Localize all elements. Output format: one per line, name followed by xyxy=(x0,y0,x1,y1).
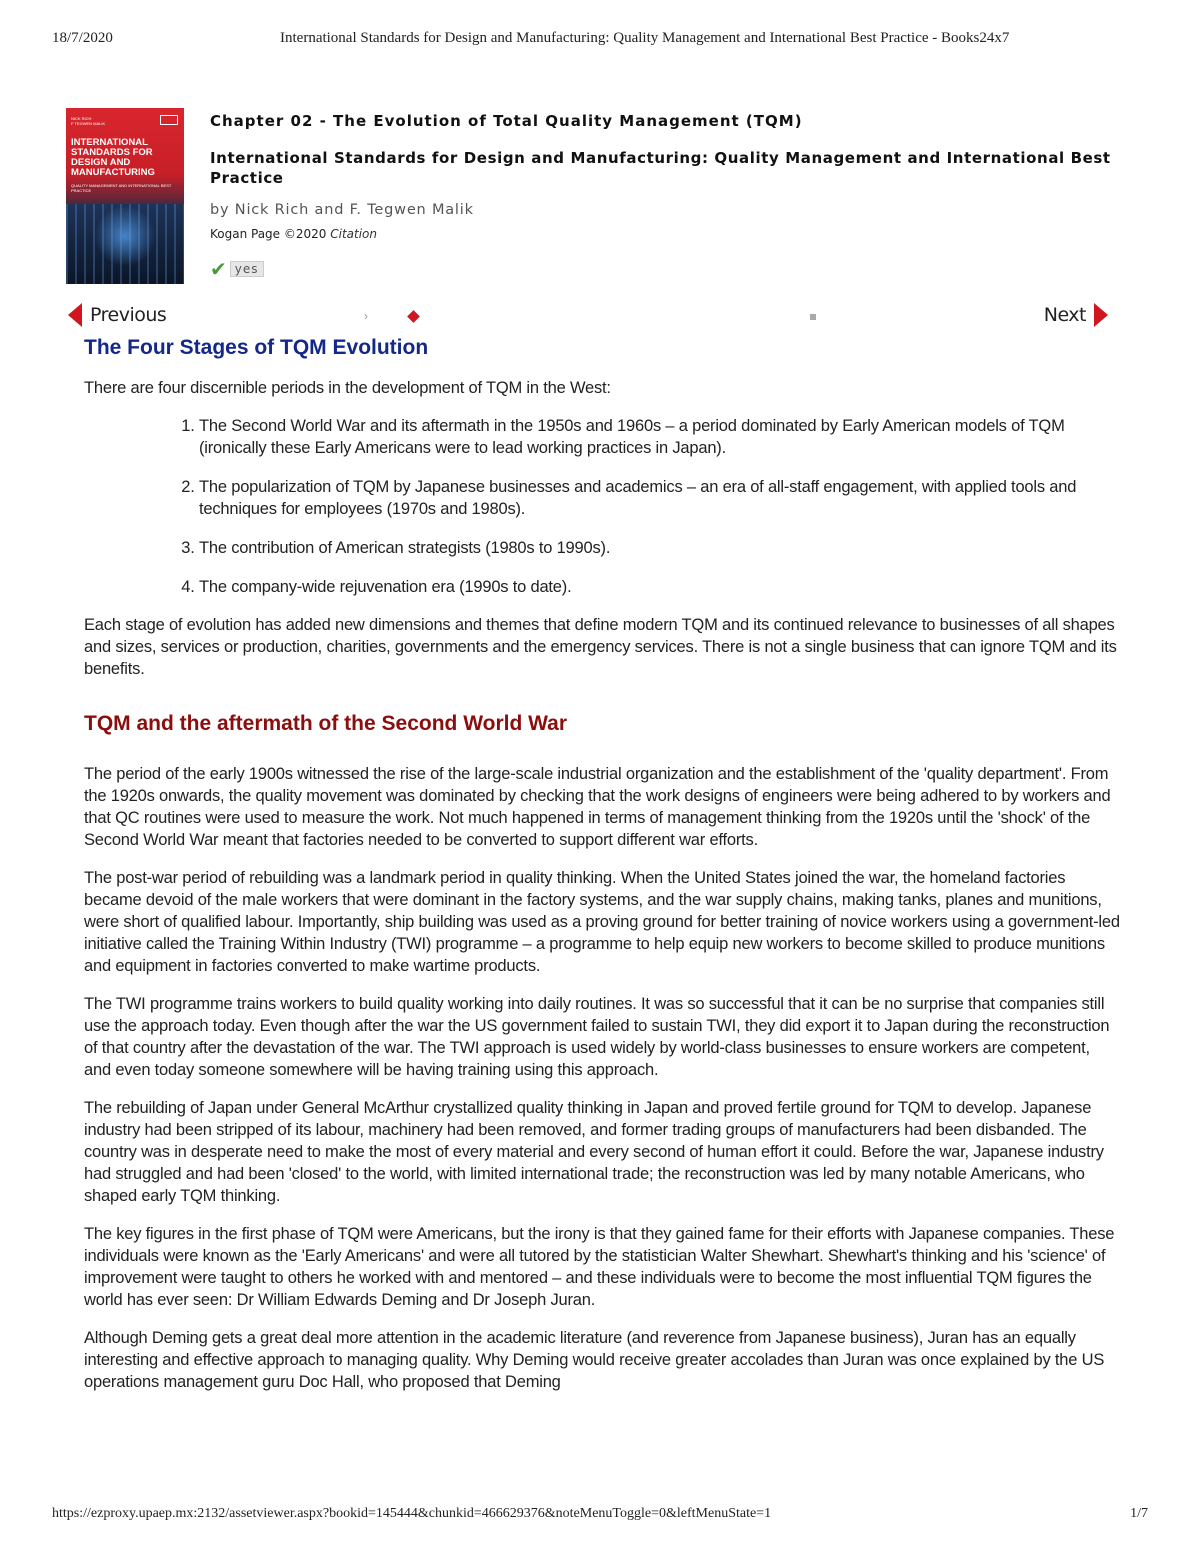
chapter-content xyxy=(84,334,1120,1393)
cover-artwork xyxy=(66,204,184,284)
triangle-right-icon xyxy=(1094,303,1108,327)
list-item: 4. The company-wide rejuvenation era (1990s to date). xyxy=(199,576,1120,598)
body-paragraph: The key figures in the first phase of TQM were Americans, but the irony is that they gained fame for their efforts with Japanese companies. These individuals were known as the 'Early Americans' and were all tutored by the statistician Walter Shewhart. Shewhart's thinking and his 'science' of improvement were taught to others he worked with and mentored – and these individuals were to become the most influential TQM figures the world has ever seen: Dr William Edwards Deming and Dr Joseph Juran. xyxy=(84,1225,1115,1309)
list-item: 2. The popularization of TQM by Japanese businesses and academics – an era of all-staff engagement, with applied tools and techniques for employees (1970s and 1980s). xyxy=(199,476,1120,520)
body-paragraph: The period of the early 1900s witnessed the rise of the large-scale industrial organization and the establishment of the 'quality department'. From the 1920s onwards, the quality movement was dominated by checking that the work designs of engineers were being adhered to by workers and that QC routines were used to measure the work. Not much happened in terms of management thinking from the 1920s until the 'shock' of the Second World War meant that factories needed to be converted to support different war efforts. xyxy=(84,765,1111,849)
publisher-logo xyxy=(160,115,178,125)
diamond-icon[interactable] xyxy=(407,310,420,323)
list-item: 3. The contribution of American strategists (1980s to 1990s). xyxy=(199,537,1120,559)
page-number: 1/7 xyxy=(1130,1506,1148,1521)
publisher: Kogan Page ©2020 xyxy=(210,227,331,241)
body-paragraph: The TWI programme trains workers to build quality working into daily routines. It was so successful that it can be no surprise that companies still use the approach today. Even though after the war the US government failed to sustain TWI, they did export it to Japan during the reconstruction of that country after the devastation of the war. The TWI approach is used widely by world-class businesses to ensure workers are competent, and even today someone somewhere will be having training using this approach. xyxy=(84,995,1110,1079)
citation-link[interactable]: Citation xyxy=(330,227,377,241)
next-button[interactable] xyxy=(1036,303,1108,327)
chapter-title: Chapter 02 - The Evolution of Total Quality Management (TQM) xyxy=(210,112,803,130)
authors: by Nick Rich and F. Tegwen Malik xyxy=(210,202,474,218)
body-paragraph: Although Deming gets a great deal more attention in the academic literature (and reverence from Japanese business), Juran has an equally interesting and effective approach to managing quality. Why Deming would receive greater accolades than Juran was once explained by the US operations management guru Doc Hall, who proposed that Deming xyxy=(84,1329,1105,1391)
section-heading-aftermath: TQM and the aftermath of the Second World War xyxy=(84,712,568,735)
book-title: International Standards for Design and Manufacturing: Quality Management and International Best Practice xyxy=(210,149,1111,187)
book-cover-image[interactable] xyxy=(66,108,184,284)
chapter-navigation xyxy=(68,303,1108,333)
next-label: Next xyxy=(1043,304,1086,326)
triangle-left-icon xyxy=(68,303,82,327)
previous-button[interactable] xyxy=(68,303,174,327)
body-paragraph: The post-war period of rebuilding was a landmark period in quality thinking. When the United States joined the war, the homeland factories became devoid of the male workers that were dominant in the factory systems, and the war supply chains, making tanks, planes and munitions, were short of qualified labour. Importantly, ship building was used as a proving ground for better training of novice workers using a government-led initiative called the Training Within Industry (TWI) programme – a programme to help equip new workers to become skilled to produce munitions and equipment in factories converted to make wartime products. xyxy=(84,869,1120,975)
body-paragraph: The rebuilding of Japan under General McArthur crystallized quality thinking in Japan and proved fertile ground for TQM to develop. Japanese industry had been stripped of its labour, machinery had been removed, and former trading groups of manufacturers had been disbanded. The country was in desperate need to make the most of every material and every second of human effort it could. Before the war, Japanese industry had struggled and had been 'closed' to the world, with limited international trade; the reconstruction was led by many notable Americans, who shaped early TQM thinking. xyxy=(84,1099,1104,1205)
print-page-title: International Standards for Design and Manufacturing: Quality Management and International Best Practice - Books24x7 xyxy=(280,30,1010,46)
print-date: 18/7/2020 xyxy=(52,30,113,46)
chevron-right-icon[interactable]: › xyxy=(364,309,368,323)
book-metadata xyxy=(210,112,1130,279)
publisher-line xyxy=(210,227,1130,241)
square-icon[interactable] xyxy=(810,314,816,320)
checkmark-icon: ✔ xyxy=(210,257,227,281)
access-badge xyxy=(210,259,1130,279)
cover-subtitle: QUALITY MANAGEMENT AND INTERNATIONAL BEST PRACTICE xyxy=(71,183,172,193)
section-heading-four-stages: The Four Stages of TQM Evolution xyxy=(84,336,429,359)
page-url: https://ezproxy.upaep.mx:2132/assetviewer.aspx?bookid=145444&chunkid=466629376&noteMenuToggle=0&leftMenuState=1 xyxy=(52,1506,772,1521)
stages-list xyxy=(84,415,1120,598)
list-item: 1. The Second World War and its aftermath in the 1950s and 1960s – a period dominated by Early American models of TQM (ironically these Early Americans were to lead working practices in Japan). xyxy=(199,415,1120,459)
previous-label: Previous xyxy=(90,304,167,326)
conclusion-paragraph: Each stage of evolution has added new dimensions and themes that define modern TQM and its continued relevance to businesses of all shapes and sizes, services or production, charities, governments and the emergency services. There is not a single business that can ignore TQM and its benefits. xyxy=(84,616,1117,678)
cover-title: INTERNATIONAL STANDARDS FOR DESIGN AND MANUFACTURING xyxy=(71,137,155,178)
cover-authors: NICK RICH F TEGWEN MALIK xyxy=(71,116,106,126)
yes-badge: yes xyxy=(230,261,264,277)
intro-paragraph: There are four discernible periods in the development of TQM in the West: xyxy=(84,379,611,397)
